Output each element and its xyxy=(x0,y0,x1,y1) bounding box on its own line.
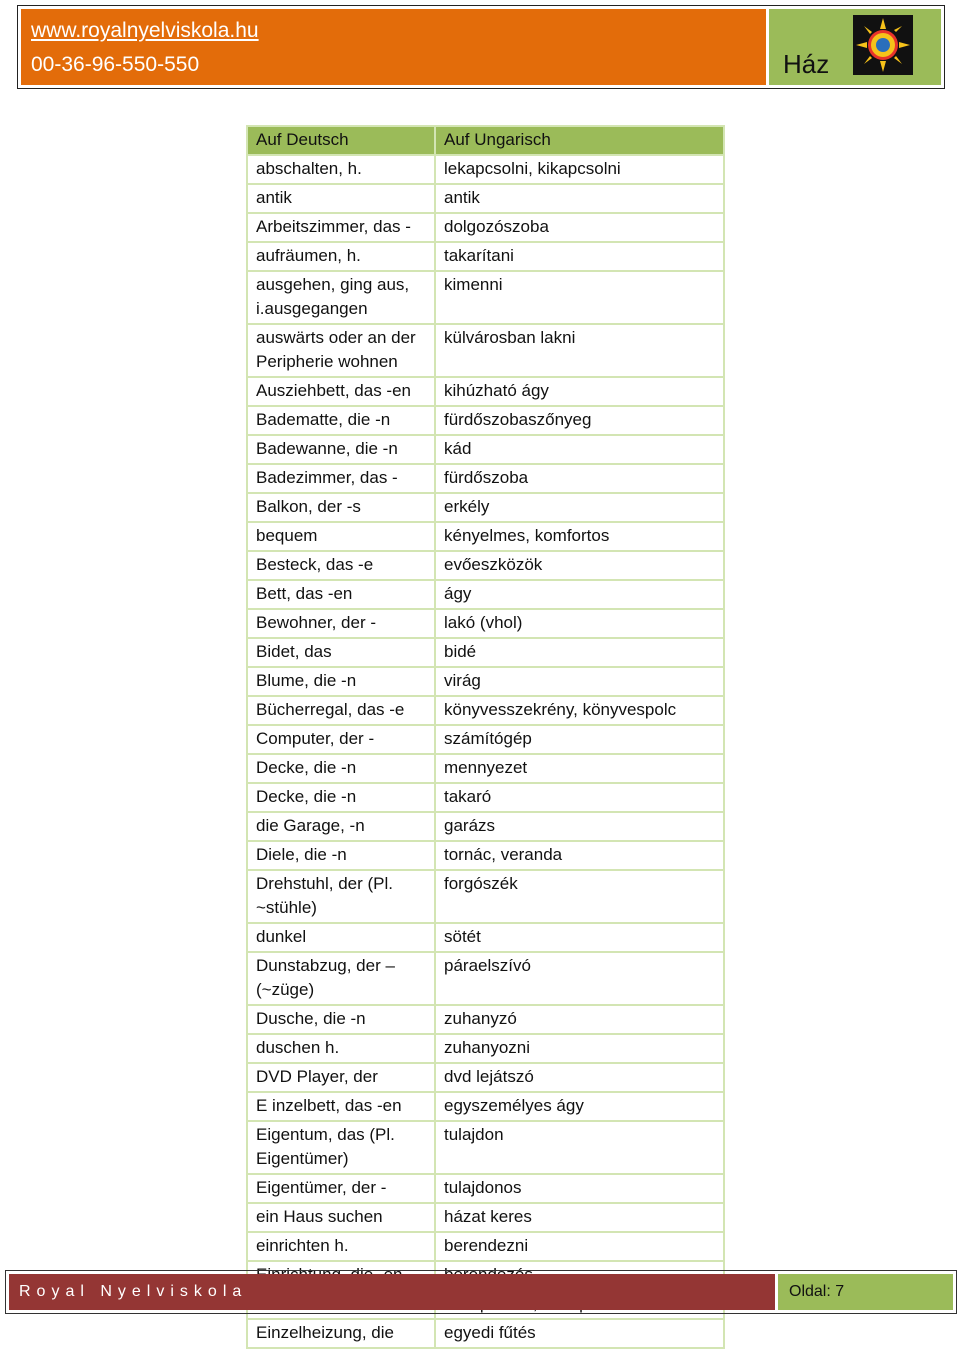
table-row xyxy=(247,155,724,184)
table-row xyxy=(247,435,724,464)
german-term: E inzelbett, das -en xyxy=(247,1092,435,1121)
hungarian-term: virág xyxy=(435,667,724,696)
table-row xyxy=(247,1174,724,1203)
page-footer xyxy=(5,1270,957,1314)
hungarian-term: forgószék xyxy=(435,870,724,923)
hungarian-term: takaró xyxy=(435,783,724,812)
german-term: Decke, die -n xyxy=(247,783,435,812)
table-row xyxy=(247,696,724,725)
german-term: Einzelheizung, die xyxy=(247,1319,435,1348)
german-term: Eigentümer, der - xyxy=(247,1174,435,1203)
table-row xyxy=(247,638,724,667)
hungarian-term: zuhanyzó xyxy=(435,1005,724,1034)
hungarian-term: garázs xyxy=(435,812,724,841)
hungarian-term: tulajdonos xyxy=(435,1174,724,1203)
hungarian-term: egyedi fűtés xyxy=(435,1319,724,1348)
hungarian-term: tulajdon xyxy=(435,1121,724,1174)
german-term: Arbeitszimmer, das - xyxy=(247,213,435,242)
table-row xyxy=(247,1232,724,1261)
german-term: Badezimmer, das - xyxy=(247,464,435,493)
table-row xyxy=(247,464,724,493)
table-row xyxy=(247,1005,724,1034)
table-row xyxy=(247,1034,724,1063)
header-contact-panel xyxy=(21,9,766,85)
page-number: Oldal: 7 xyxy=(789,1283,845,1300)
table-row xyxy=(247,1319,724,1348)
hungarian-term: berendezni xyxy=(435,1232,724,1261)
table-row xyxy=(247,812,724,841)
column-header-hungarian: Auf Ungarisch xyxy=(435,126,724,155)
table-row xyxy=(247,377,724,406)
footer-brand: Royal Nyelviskola xyxy=(19,1283,248,1300)
german-term: duschen h. xyxy=(247,1034,435,1063)
hungarian-term: mennyezet xyxy=(435,754,724,783)
table-row xyxy=(247,609,724,638)
hungarian-term: számítógép xyxy=(435,725,724,754)
german-term: Bidet, das xyxy=(247,638,435,667)
hungarian-term: fürdőszoba xyxy=(435,464,724,493)
german-term: Diele, die -n xyxy=(247,841,435,870)
hungarian-term: antik xyxy=(435,184,724,213)
hungarian-term: kihúzható ágy xyxy=(435,377,724,406)
german-term: Bücherregal, das -e xyxy=(247,696,435,725)
german-term: Drehstuhl, der (Pl. ~stühle) xyxy=(247,870,435,923)
hungarian-term: kényelmes, komfortos xyxy=(435,522,724,551)
german-term: Computer, der - xyxy=(247,725,435,754)
table-row xyxy=(247,1092,724,1121)
table-header-row xyxy=(247,126,724,155)
german-term: Eigentum, das (Pl. Eigentümer) xyxy=(247,1121,435,1174)
german-term: Dunstabzug, der – (~züge) xyxy=(247,952,435,1005)
hungarian-term: sötét xyxy=(435,923,724,952)
german-term: Badewanne, die -n xyxy=(247,435,435,464)
table-row xyxy=(247,406,724,435)
table-row xyxy=(247,551,724,580)
hungarian-term: dolgozószoba xyxy=(435,213,724,242)
german-term: Besteck, das -e xyxy=(247,551,435,580)
german-term: Dusche, die -n xyxy=(247,1005,435,1034)
hungarian-term: külvárosban lakni xyxy=(435,324,724,377)
table-row xyxy=(247,493,724,522)
table-row xyxy=(247,923,724,952)
hungarian-term: ágy xyxy=(435,580,724,609)
hungarian-term: egyszemélyes ágy xyxy=(435,1092,724,1121)
german-term: Blume, die -n xyxy=(247,667,435,696)
hungarian-term: tornác, veranda xyxy=(435,841,724,870)
table-row xyxy=(247,324,724,377)
phone-number: 00-36-96-550-550 xyxy=(31,53,200,76)
german-term: antik xyxy=(247,184,435,213)
hungarian-term: lakó (vhol) xyxy=(435,609,724,638)
german-term: die Garage, -n xyxy=(247,812,435,841)
table-row xyxy=(247,1203,724,1232)
german-term: Balkon, der -s xyxy=(247,493,435,522)
table-row xyxy=(247,522,724,551)
footer-brand-panel xyxy=(9,1274,775,1310)
table-row xyxy=(247,184,724,213)
german-term: bequem xyxy=(247,522,435,551)
table-row xyxy=(247,1063,724,1092)
header-title-panel xyxy=(769,9,941,85)
german-term: dunkel xyxy=(247,923,435,952)
hungarian-term: bidé xyxy=(435,638,724,667)
german-term: auswärts oder an der Peripherie wohnen xyxy=(247,324,435,377)
table-row xyxy=(247,783,724,812)
table-row xyxy=(247,1121,724,1174)
hungarian-term: takarítani xyxy=(435,242,724,271)
german-term: ausgehen, ging aus, i.ausgegangen xyxy=(247,271,435,324)
footer-page-panel xyxy=(778,1274,953,1310)
german-term: ein Haus suchen xyxy=(247,1203,435,1232)
table-row xyxy=(247,870,724,923)
german-term: Ausziehbett, das -en xyxy=(247,377,435,406)
hungarian-term: páraelszívó xyxy=(435,952,724,1005)
german-term: Bett, das -en xyxy=(247,580,435,609)
table-row xyxy=(247,242,724,271)
column-header-german: Auf Deutsch xyxy=(247,126,435,155)
german-term: abschalten, h. xyxy=(247,155,435,184)
table-row xyxy=(247,580,724,609)
page-header xyxy=(17,5,945,89)
german-term: Decke, die -n xyxy=(247,754,435,783)
hungarian-term: lekapcsolni, kikapcsolni xyxy=(435,155,724,184)
table-row xyxy=(247,841,724,870)
german-term: einrichten h. xyxy=(247,1232,435,1261)
table-row xyxy=(247,271,724,324)
hungarian-term: házat keres xyxy=(435,1203,724,1232)
hungarian-term: kimenni xyxy=(435,271,724,324)
hungarian-term: kád xyxy=(435,435,724,464)
table-row xyxy=(247,213,724,242)
hungarian-term: dvd lejátszó xyxy=(435,1063,724,1092)
table-row xyxy=(247,952,724,1005)
german-term: Badematte, die -n xyxy=(247,406,435,435)
hungarian-term: fürdőszobaszőnyeg xyxy=(435,406,724,435)
table-row xyxy=(247,754,724,783)
page-title: Ház xyxy=(783,49,830,79)
sun-logo-icon xyxy=(853,15,913,75)
hungarian-term: könyvesszekrény, könyvespolc xyxy=(435,696,724,725)
table-row xyxy=(247,667,724,696)
table-row xyxy=(247,725,724,754)
german-term: DVD Player, der xyxy=(247,1063,435,1092)
hungarian-term: zuhanyozni xyxy=(435,1034,724,1063)
vocabulary-table xyxy=(246,125,725,1349)
website-link[interactable]: www.royalnyelviskola.hu xyxy=(31,19,259,42)
german-term: aufräumen, h. xyxy=(247,242,435,271)
german-term: Bewohner, der - xyxy=(247,609,435,638)
hungarian-term: erkély xyxy=(435,493,724,522)
hungarian-term: evőeszközök xyxy=(435,551,724,580)
